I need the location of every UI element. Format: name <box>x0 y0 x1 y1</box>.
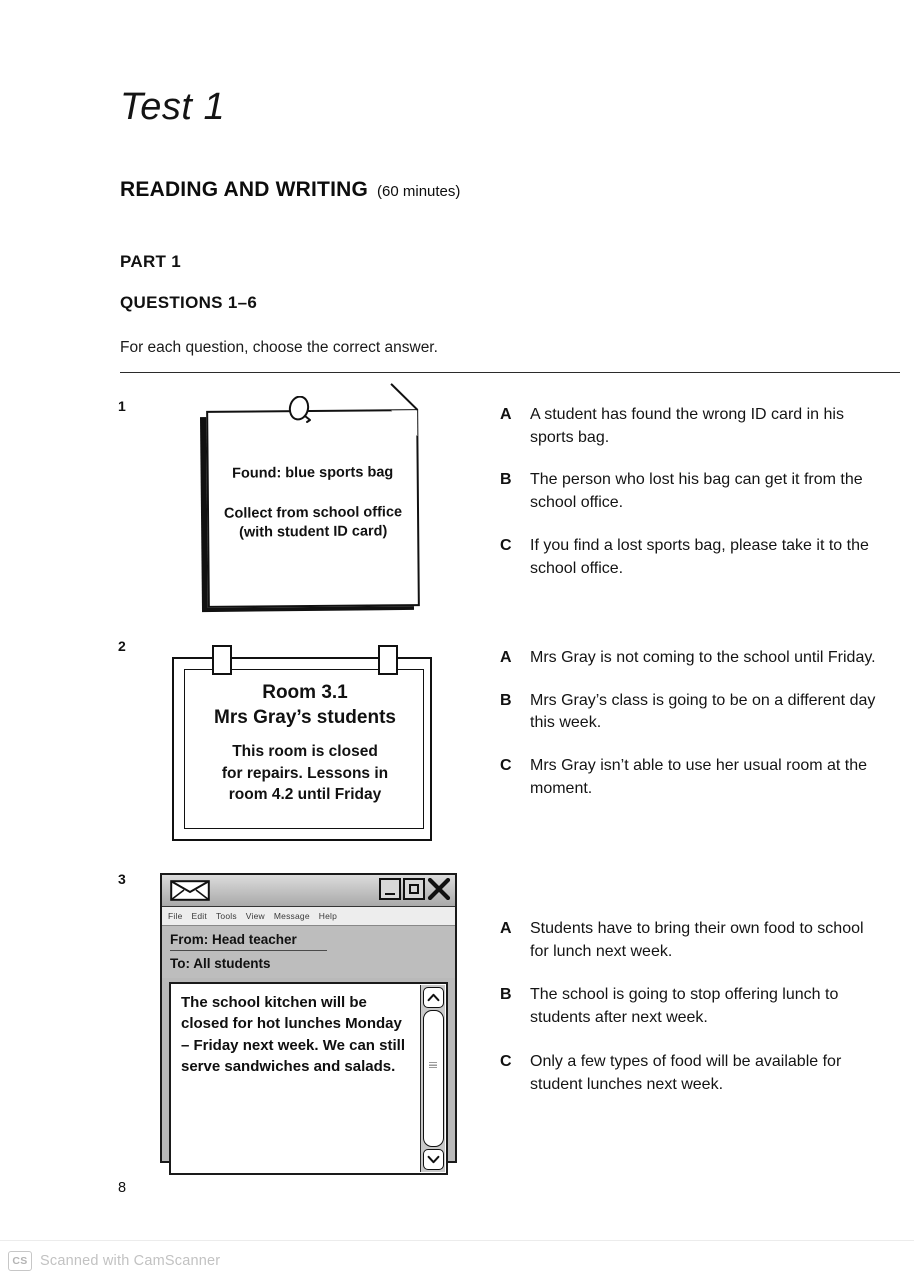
scroll-up-icon[interactable] <box>423 987 444 1008</box>
option-letter: A <box>500 920 512 937</box>
menu-item-file[interactable]: File <box>168 911 183 921</box>
option-row[interactable] <box>500 647 885 670</box>
section-heading <box>120 178 460 202</box>
header-divider <box>120 372 900 373</box>
option-text: A student has found the wrong ID card in his sports bag. <box>530 406 844 446</box>
option-letter: C <box>500 536 512 554</box>
page-number: 8 <box>118 1180 127 1196</box>
menu-item-tools[interactable]: Tools <box>215 911 237 921</box>
email-body-text: The school kitchen will be closed for hot lunches Monday – Friday next week. We can still serve sandwiches and salads. <box>181 994 405 1075</box>
option-text: Only a few types of food will be available for student lunches next week. <box>530 1052 842 1093</box>
option-row[interactable] <box>500 984 885 1029</box>
note-line-3: (with student ID card) <box>239 523 388 541</box>
camscanner-watermark <box>0 1240 914 1280</box>
option-text: Mrs Gray isn’t able to use her usual room at the moment. <box>530 757 868 797</box>
question-3-email-window <box>160 873 457 1163</box>
option-row[interactable] <box>500 1051 885 1096</box>
section-duration: (60 minutes) <box>377 183 461 200</box>
option-text: If you find a lost sports bag, please take it to the school office. <box>530 536 869 577</box>
question-number-2: 2 <box>118 638 126 654</box>
questions-range-heading: QUESTIONS 1–6 <box>120 293 258 312</box>
maximize-button[interactable] <box>403 878 425 900</box>
option-text: Students have to bring their own food to school for lunch next week. <box>530 920 864 960</box>
sign-body-line-2: for repairs. Lessons in <box>221 764 389 782</box>
email-from-field: From: Head teacher <box>170 929 327 951</box>
option-letter: A <box>500 406 512 423</box>
option-row[interactable] <box>500 918 885 963</box>
note-folded-corner <box>391 410 417 436</box>
section-heading-label: READING AND WRITING <box>120 178 369 201</box>
question-1-options <box>500 404 885 600</box>
option-row[interactable] <box>500 469 885 514</box>
option-row[interactable] <box>500 690 885 735</box>
option-text: The school is going to stop offering lunch to students after next week. <box>530 986 839 1027</box>
sign-text <box>188 681 422 805</box>
camscanner-text: Scanned with CamScanner <box>40 1252 221 1269</box>
option-row[interactable] <box>500 535 885 580</box>
option-text: Mrs Gray is not coming to the school until Friday. <box>530 649 876 666</box>
option-letter: B <box>500 986 512 1004</box>
sign-body-line-1: This room is closed <box>232 743 378 761</box>
sign-clip-left-icon <box>212 645 232 675</box>
sign-body-line-3: room 4.2 until Friday <box>228 785 382 803</box>
scroll-down-icon[interactable] <box>423 1149 444 1170</box>
note-paper <box>206 409 420 608</box>
close-icon <box>427 878 451 900</box>
menu-item-view[interactable]: View <box>245 911 265 921</box>
part-heading: PART 1 <box>120 252 181 271</box>
page-title: Test 1 <box>120 86 226 128</box>
pushpin-icon <box>285 396 315 430</box>
email-to-field: To: All students <box>170 956 271 971</box>
question-2-options <box>500 647 885 821</box>
window-controls <box>379 878 451 900</box>
note-text <box>209 463 418 543</box>
email-headers <box>162 926 455 978</box>
sign-title-line-2: Mrs Gray’s students <box>214 706 396 728</box>
option-letter: A <box>500 649 512 666</box>
camscanner-badge-icon: CS <box>8 1251 32 1271</box>
question-3-options <box>500 918 885 1117</box>
question-2-notice <box>168 645 438 845</box>
option-row[interactable] <box>500 404 885 449</box>
sign-clip-right-icon <box>378 645 398 675</box>
question-1-notice <box>193 400 418 615</box>
option-letter: B <box>500 471 512 489</box>
menu-item-help[interactable]: Help <box>318 911 338 921</box>
option-letter: B <box>500 691 512 709</box>
email-scrollbar[interactable] <box>420 985 445 1172</box>
option-letter: C <box>500 1052 512 1070</box>
note-line-1: Found: blue sports bag <box>232 464 394 482</box>
option-row[interactable] <box>500 755 885 800</box>
envelope-icon <box>170 880 210 901</box>
minimize-button[interactable] <box>379 878 401 900</box>
menu-item-message[interactable]: Message <box>273 911 310 921</box>
question-number-3: 3 <box>118 871 126 887</box>
email-menu-bar <box>162 907 455 926</box>
note-fold-line <box>390 383 418 410</box>
menu-item-edit[interactable]: Edit <box>191 911 207 921</box>
close-button[interactable] <box>427 878 451 900</box>
question-number-1: 1 <box>118 398 126 414</box>
email-body-area <box>169 982 448 1175</box>
option-text: The person who lost his bag can get it from the school office. <box>530 471 863 512</box>
instruction-text: For each question, choose the correct answer. <box>120 339 438 356</box>
sign-title-line-1: Room 3.1 <box>262 682 348 703</box>
scrollbar-thumb[interactable] <box>423 1010 444 1147</box>
option-text: Mrs Gray’s class is going to be on a different day this week. <box>530 691 876 732</box>
option-letter: C <box>500 757 512 775</box>
email-title-bar <box>162 875 455 907</box>
note-line-2: Collect from school office <box>223 503 403 522</box>
